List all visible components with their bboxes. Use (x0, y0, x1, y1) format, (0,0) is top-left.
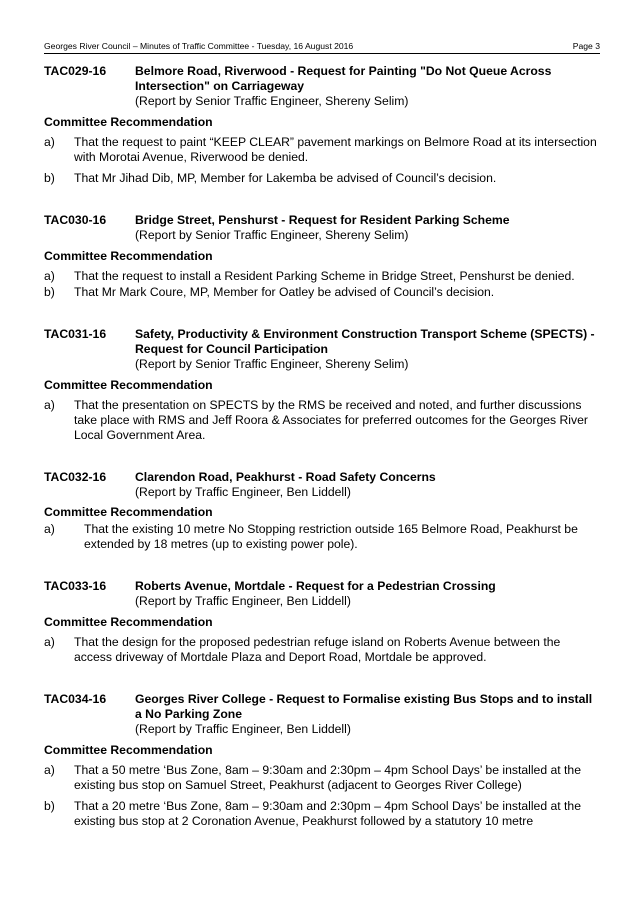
recommendation-heading: Committee Recommendation (44, 505, 213, 519)
recommendation-text: That the existing 10 metre No Stopping restriction outside 165 Belmore Road, Peakhurst be extended by 18 metres (up to existing power pole). (84, 522, 578, 551)
recommendation (44, 763, 600, 793)
recommendation (44, 522, 600, 552)
recommendation-letter: a) (44, 398, 55, 412)
item-code: TAC034-16 (44, 692, 107, 706)
item-report: (Report by Senior Traffic Engineer, Shereny Selim) (135, 357, 409, 371)
page-number: Page 3 (572, 41, 600, 51)
recommendation (44, 285, 600, 300)
recommendation-letter: b) (44, 799, 55, 813)
recommendation-letter: b) (44, 171, 55, 185)
item-code: TAC032-16 (44, 470, 107, 484)
item-code: TAC030-16 (44, 213, 107, 227)
recommendation (44, 135, 600, 165)
recommendation-text: That a 20 metre ‘Bus Zone, 8am – 9:30am and 2:30pm – 4pm School Days’ be installed at the existing bus stop at 2 Coronation Avenue, Peakhurst followed by a statutory 10 metre (74, 799, 581, 828)
item-report: (Report by Traffic Engineer, Ben Liddell) (135, 594, 351, 608)
recommendation-letter: a) (44, 269, 55, 283)
recommendation-text: That a 50 metre ‘Bus Zone, 8am – 9:30am and 2:30pm – 4pm School Days’ be installed at the existing bus stop on Samuel Street, Peakhurst (adjacent to Georges River College) (74, 763, 581, 792)
agenda-item (44, 327, 600, 443)
item-report: (Report by Senior Traffic Engineer, Shereny Selim) (135, 228, 409, 242)
recommendation-letter: a) (44, 635, 55, 649)
item-code: TAC029-16 (44, 64, 107, 78)
recommendation-text: That the request to install a Resident Parking Scheme in Bridge Street, Penshurst be denied. (74, 269, 575, 283)
item-title: Belmore Road, Riverwood - Request for Painting "Do Not Queue Across Intersection" on Carriageway (135, 64, 552, 93)
item-code: TAC031-16 (44, 327, 107, 341)
item-title: Safety, Productivity & Environment Construction Transport Scheme (SPECTS) - Request for Council Participation (135, 327, 595, 356)
recommendation-text: That the request to paint “KEEP CLEAR” pavement markings on Belmore Road at its intersection with Morotai Avenue, Riverwood be denied. (74, 135, 597, 164)
recommendation-letter: a) (44, 135, 55, 149)
recommendation-heading: Committee Recommendation (44, 115, 213, 129)
item-report: (Report by Senior Traffic Engineer, Shereny Selim) (135, 94, 409, 108)
recommendation-text: That Mr Mark Coure, MP, Member for Oatley be advised of Council’s decision. (74, 285, 495, 299)
item-title: Bridge Street, Penshurst - Request for Resident Parking Scheme (135, 213, 510, 227)
item-report: (Report by Traffic Engineer, Ben Liddell) (135, 485, 351, 499)
agenda-item (44, 470, 600, 552)
item-title: Clarendon Road, Peakhurst - Road Safety Concerns (135, 470, 436, 484)
recommendation-text: That the design for the proposed pedestrian refuge island on Roberts Avenue between the access driveway of Mortdale Plaza and Deport Road, Mortdale be approved. (74, 635, 561, 664)
recommendation-heading: Committee Recommendation (44, 249, 213, 263)
agenda-item (44, 692, 600, 829)
recommendation-heading: Committee Recommendation (44, 743, 213, 757)
recommendation-text: That Mr Jihad Dib, MP, Member for Lakemba be advised of Council’s decision. (74, 171, 497, 185)
recommendation (44, 269, 600, 284)
recommendation (44, 398, 600, 443)
header-title: Georges River Council – Minutes of Traffic Committee - Tuesday, 16 August 2016 (44, 41, 354, 51)
recommendation-letter: b) (44, 285, 55, 299)
recommendation-letter: a) (44, 763, 55, 777)
agenda-item (44, 579, 600, 665)
recommendation-text: That the presentation on SPECTS by the RMS be received and noted, and further discussions take place with RMS and Jeff Roora & Associates for preferred outcomes for the Georges River Local Government Area. (74, 398, 588, 442)
recommendation-heading: Committee Recommendation (44, 378, 213, 392)
recommendation (44, 635, 600, 665)
agenda-item (44, 64, 600, 186)
item-title: Georges River College - Request to Formalise existing Bus Stops and to install a No Parking Zone (135, 692, 593, 721)
recommendation (44, 799, 600, 829)
recommendation (44, 171, 600, 186)
recommendation-letter: a) (44, 522, 55, 536)
item-title: Roberts Avenue, Mortdale - Request for a Pedestrian Crossing (135, 579, 496, 593)
minutes-content (44, 64, 600, 856)
item-report: (Report by Traffic Engineer, Ben Liddell) (135, 722, 351, 736)
recommendation-heading: Committee Recommendation (44, 615, 213, 629)
agenda-item (44, 213, 600, 300)
item-code: TAC033-16 (44, 579, 107, 593)
page-header (44, 41, 600, 54)
